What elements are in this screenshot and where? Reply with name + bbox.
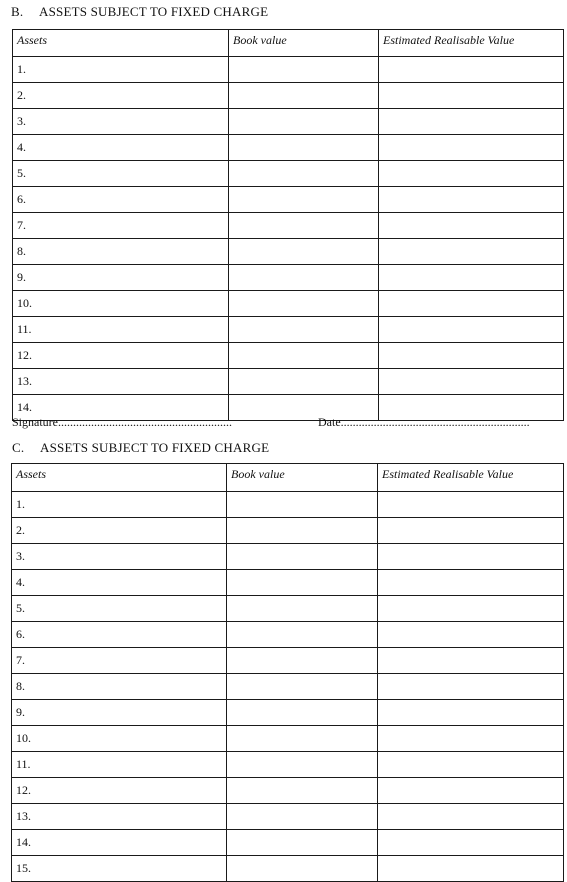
book-value-cell[interactable] [227, 570, 378, 596]
estimated-realisable-value-cell[interactable] [378, 570, 564, 596]
table-header-row [12, 464, 564, 492]
section-b-assets-table [12, 29, 564, 421]
table-row [12, 700, 564, 726]
asset-cell[interactable]: 11. [12, 752, 227, 778]
asset-cell[interactable]: 13. [12, 804, 227, 830]
book-value-cell[interactable] [229, 291, 379, 317]
asset-cell[interactable]: 6. [12, 622, 227, 648]
asset-cell[interactable]: 11. [13, 317, 229, 343]
book-value-cell[interactable] [229, 161, 379, 187]
asset-cell[interactable]: 14. [13, 395, 229, 421]
book-value-cell[interactable] [227, 778, 378, 804]
book-value-cell[interactable] [227, 622, 378, 648]
table-row [13, 265, 564, 291]
estimated-realisable-value-cell[interactable] [379, 239, 564, 265]
estimated-realisable-value-cell[interactable] [378, 726, 564, 752]
asset-cell[interactable]: 1. [13, 57, 229, 83]
asset-cell[interactable]: 3. [12, 544, 227, 570]
table-row [12, 856, 564, 882]
asset-cell[interactable]: 12. [12, 778, 227, 804]
table-row [13, 161, 564, 187]
table-row [13, 239, 564, 265]
signature-field[interactable] [12, 415, 232, 430]
book-value-cell[interactable] [227, 700, 378, 726]
estimated-realisable-value-cell[interactable] [379, 343, 564, 369]
table-row [12, 622, 564, 648]
asset-cell[interactable]: 13. [13, 369, 229, 395]
table-header-row [13, 30, 564, 57]
table-row [12, 492, 564, 518]
table-row [12, 674, 564, 700]
table-row [12, 804, 564, 830]
book-value-cell[interactable] [227, 674, 378, 700]
table-row [12, 518, 564, 544]
book-value-cell[interactable] [227, 804, 378, 830]
section-c-letter: C. [12, 440, 25, 455]
asset-cell[interactable]: 9. [13, 265, 229, 291]
date-line[interactable]: ............................................................... [340, 415, 530, 429]
table-row [13, 317, 564, 343]
asset-cell[interactable]: 15. [12, 856, 227, 882]
estimated-realisable-value-cell[interactable] [379, 83, 564, 109]
asset-cell[interactable]: 10. [12, 726, 227, 752]
table-row [13, 343, 564, 369]
table-row [13, 213, 564, 239]
book-value-cell[interactable] [229, 135, 379, 161]
column-header-book-value: Book value [227, 464, 378, 492]
section-b-title: ASSETS SUBJECT TO FIXED CHARGE [39, 4, 269, 19]
book-value-cell[interactable] [229, 83, 379, 109]
book-value-cell[interactable] [227, 830, 378, 856]
estimated-realisable-value-cell[interactable] [379, 265, 564, 291]
estimated-realisable-value-cell[interactable] [379, 187, 564, 213]
estimated-realisable-value-cell[interactable] [379, 369, 564, 395]
asset-cell[interactable]: 7. [13, 213, 229, 239]
estimated-realisable-value-cell[interactable] [379, 109, 564, 135]
table-row [12, 778, 564, 804]
table-row [13, 291, 564, 317]
asset-cell[interactable]: 8. [13, 239, 229, 265]
asset-cell[interactable]: 5. [13, 161, 229, 187]
asset-cell[interactable]: 12. [13, 343, 229, 369]
asset-cell[interactable]: 2. [13, 83, 229, 109]
estimated-realisable-value-cell[interactable] [378, 492, 564, 518]
book-value-cell[interactable] [229, 57, 379, 83]
estimated-realisable-value-cell[interactable] [378, 804, 564, 830]
table-row [12, 596, 564, 622]
signature-line[interactable]: .......................................................... [58, 415, 232, 429]
table-row [13, 57, 564, 83]
book-value-cell[interactable] [227, 752, 378, 778]
asset-cell[interactable]: 8. [12, 674, 227, 700]
table-row [13, 369, 564, 395]
section-c-title: ASSETS SUBJECT TO FIXED CHARGE [40, 440, 270, 455]
section-c-heading [12, 440, 269, 456]
estimated-realisable-value-cell[interactable] [378, 544, 564, 570]
column-header-estimated-realisable-value: Estimated Realisable Value [378, 464, 564, 492]
estimated-realisable-value-cell[interactable] [378, 830, 564, 856]
asset-cell[interactable]: 4. [12, 570, 227, 596]
estimated-realisable-value-cell[interactable] [379, 57, 564, 83]
asset-cell[interactable]: 5. [12, 596, 227, 622]
column-header-estimated-realisable-value: Estimated Realisable Value [379, 30, 564, 57]
table-row [13, 83, 564, 109]
asset-cell[interactable]: 10. [13, 291, 229, 317]
book-value-cell[interactable] [227, 518, 378, 544]
section-b-heading [11, 4, 268, 20]
section-c-assets-table [11, 463, 564, 882]
asset-cell[interactable]: 9. [12, 700, 227, 726]
date-label: Date [318, 415, 341, 429]
book-value-cell[interactable] [227, 856, 378, 882]
section-b-letter: B. [11, 4, 24, 19]
book-value-cell[interactable] [227, 544, 378, 570]
estimated-realisable-value-cell[interactable] [378, 752, 564, 778]
book-value-cell[interactable] [227, 596, 378, 622]
book-value-cell[interactable] [229, 317, 379, 343]
date-field[interactable] [318, 415, 530, 430]
estimated-realisable-value-cell[interactable] [378, 700, 564, 726]
estimated-realisable-value-cell[interactable] [378, 622, 564, 648]
asset-cell[interactable]: 3. [13, 109, 229, 135]
book-value-cell[interactable] [229, 343, 379, 369]
estimated-realisable-value-cell[interactable] [379, 213, 564, 239]
column-header-assets: Assets [12, 464, 227, 492]
table-row [12, 830, 564, 856]
book-value-cell[interactable] [229, 213, 379, 239]
estimated-realisable-value-cell[interactable] [378, 674, 564, 700]
table-row [12, 544, 564, 570]
book-value-cell[interactable] [229, 369, 379, 395]
book-value-cell[interactable] [229, 265, 379, 291]
table-row [13, 109, 564, 135]
estimated-realisable-value-cell[interactable] [378, 778, 564, 804]
book-value-cell[interactable] [227, 726, 378, 752]
asset-cell[interactable]: 4. [13, 135, 229, 161]
table-row [12, 570, 564, 596]
table-row [13, 135, 564, 161]
estimated-realisable-value-cell[interactable] [378, 856, 564, 882]
book-value-cell[interactable] [229, 187, 379, 213]
estimated-realisable-value-cell[interactable] [378, 518, 564, 544]
column-header-book-value: Book value [229, 30, 379, 57]
table-row [12, 726, 564, 752]
table-row [12, 648, 564, 674]
asset-cell[interactable]: 14. [12, 830, 227, 856]
estimated-realisable-value-cell[interactable] [379, 135, 564, 161]
table-row [13, 187, 564, 213]
signature-label: Signature [12, 415, 58, 429]
column-header-assets: Assets [13, 30, 229, 57]
book-value-cell[interactable] [227, 492, 378, 518]
table-row [12, 752, 564, 778]
asset-cell[interactable]: 1. [12, 492, 227, 518]
estimated-realisable-value-cell[interactable] [379, 317, 564, 343]
estimated-realisable-value-cell[interactable] [379, 161, 564, 187]
asset-cell[interactable]: 6. [13, 187, 229, 213]
estimated-realisable-value-cell[interactable] [379, 291, 564, 317]
estimated-realisable-value-cell[interactable] [378, 596, 564, 622]
book-value-cell[interactable] [229, 109, 379, 135]
book-value-cell[interactable] [229, 239, 379, 265]
asset-cell[interactable]: 7. [12, 648, 227, 674]
asset-cell[interactable]: 2. [12, 518, 227, 544]
book-value-cell[interactable] [227, 648, 378, 674]
estimated-realisable-value-cell[interactable] [378, 648, 564, 674]
